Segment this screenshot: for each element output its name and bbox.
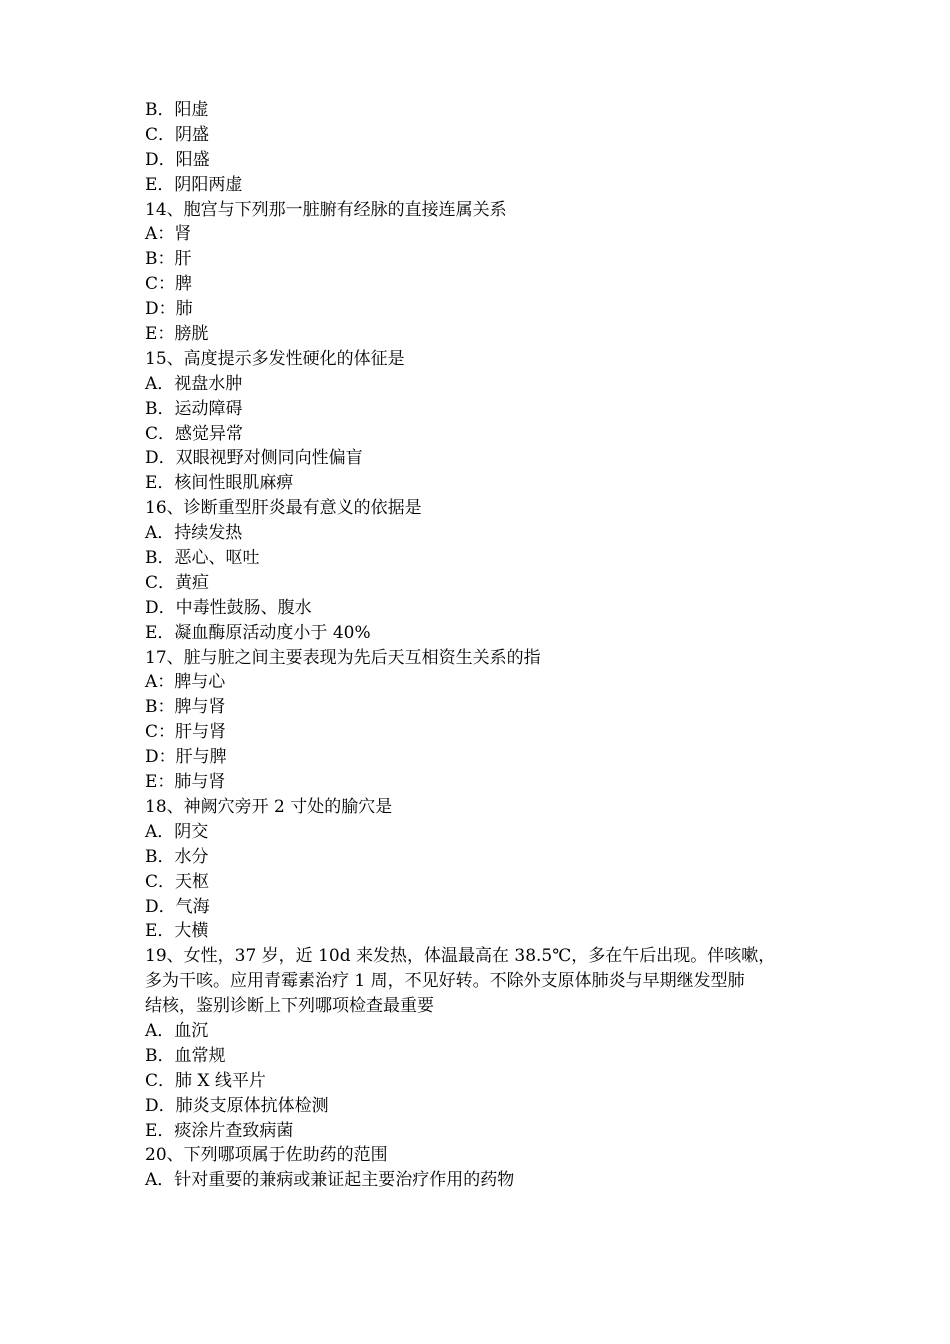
question-18: 18、神阙穴旁开 2 寸处的腧穴是 — [145, 796, 393, 817]
option-16-a: A．持续发热 — [145, 523, 243, 544]
option-16-e: E．凝血酶原活动度小于 40% — [145, 622, 371, 643]
option-19-c: C．肺 X 线平片 — [145, 1070, 266, 1091]
option-15-d: D．双眼视野对侧同向性偏盲 — [145, 448, 363, 469]
option-15-c: C．感觉异常 — [145, 423, 244, 444]
option-14-c: C：脾 — [145, 274, 193, 295]
question-14: 14、胞宫与下列那一脏腑有经脉的直接连属关系 — [145, 199, 507, 220]
option-15-a: A．视盘水肿 — [145, 373, 243, 394]
option-14-a: A：肾 — [145, 224, 192, 245]
question-15: 15、高度提示多发性硬化的体征是 — [145, 348, 405, 369]
question-20: 20、下列哪项属于佐助药的范围 — [145, 1145, 388, 1166]
option-13-e: E．阴阳两虚 — [145, 174, 243, 195]
option-19-d: D．肺炎支原体抗体检测 — [145, 1095, 329, 1116]
option-16-c: C．黄疸 — [145, 572, 210, 593]
question-17: 17、脏与脏之间主要表现为先后天互相资生关系的指 — [145, 647, 541, 668]
option-15-e: E．核间性眼肌麻痹 — [145, 473, 294, 494]
option-18-e: E．大横 — [145, 921, 209, 942]
option-20-a: A．针对重要的兼病或兼证起主要治疗作用的药物 — [145, 1170, 515, 1191]
option-16-d: D．中毒性鼓肠、腹水 — [145, 597, 312, 618]
option-15-b: B．运动障碍 — [145, 398, 243, 419]
option-13-d: D．阳盛 — [145, 149, 210, 170]
option-18-d: D．气海 — [145, 896, 210, 917]
question-19-line-2: 多为干咳。应用青霉素治疗 1 周，不见好转。不除外支原体肺炎与早期继发型肺 — [145, 971, 745, 992]
option-18-a: A．阴交 — [145, 821, 209, 842]
option-17-e: E：肺与肾 — [145, 772, 226, 793]
option-19-a: A．血沉 — [145, 1020, 209, 1041]
document-page — [145, 98, 815, 1193]
option-18-c: C．天枢 — [145, 871, 210, 892]
question-16: 16、诊断重型肝炎最有意义的依据是 — [145, 498, 422, 519]
option-14-b: B：肝 — [145, 249, 192, 270]
option-17-d: D：肝与脾 — [145, 747, 227, 768]
option-16-b: B．恶心、呕吐 — [145, 548, 260, 569]
option-17-a: A：脾与心 — [145, 672, 226, 693]
option-19-b: B．血常规 — [145, 1045, 226, 1066]
option-13-c: C．阴盛 — [145, 124, 210, 145]
option-14-e: E：膀胱 — [145, 324, 209, 345]
option-17-b: B：脾与肾 — [145, 697, 226, 718]
option-13-b: B．阳虚 — [145, 100, 209, 120]
question-19-line-3: 结核，鉴别诊断上下列哪项检查最重要 — [145, 996, 434, 1017]
option-17-c: C：肝与肾 — [145, 722, 227, 743]
option-18-b: B．水分 — [145, 846, 209, 867]
option-14-d: D：肺 — [145, 299, 193, 320]
option-19-e: E．痰涂片查致病菌 — [145, 1120, 294, 1141]
question-19-line-1: 19、女性，37 岁，近 10d 来发热，体温最高在 38.5℃，多在午后出现。伴咳嗽， — [145, 946, 776, 967]
